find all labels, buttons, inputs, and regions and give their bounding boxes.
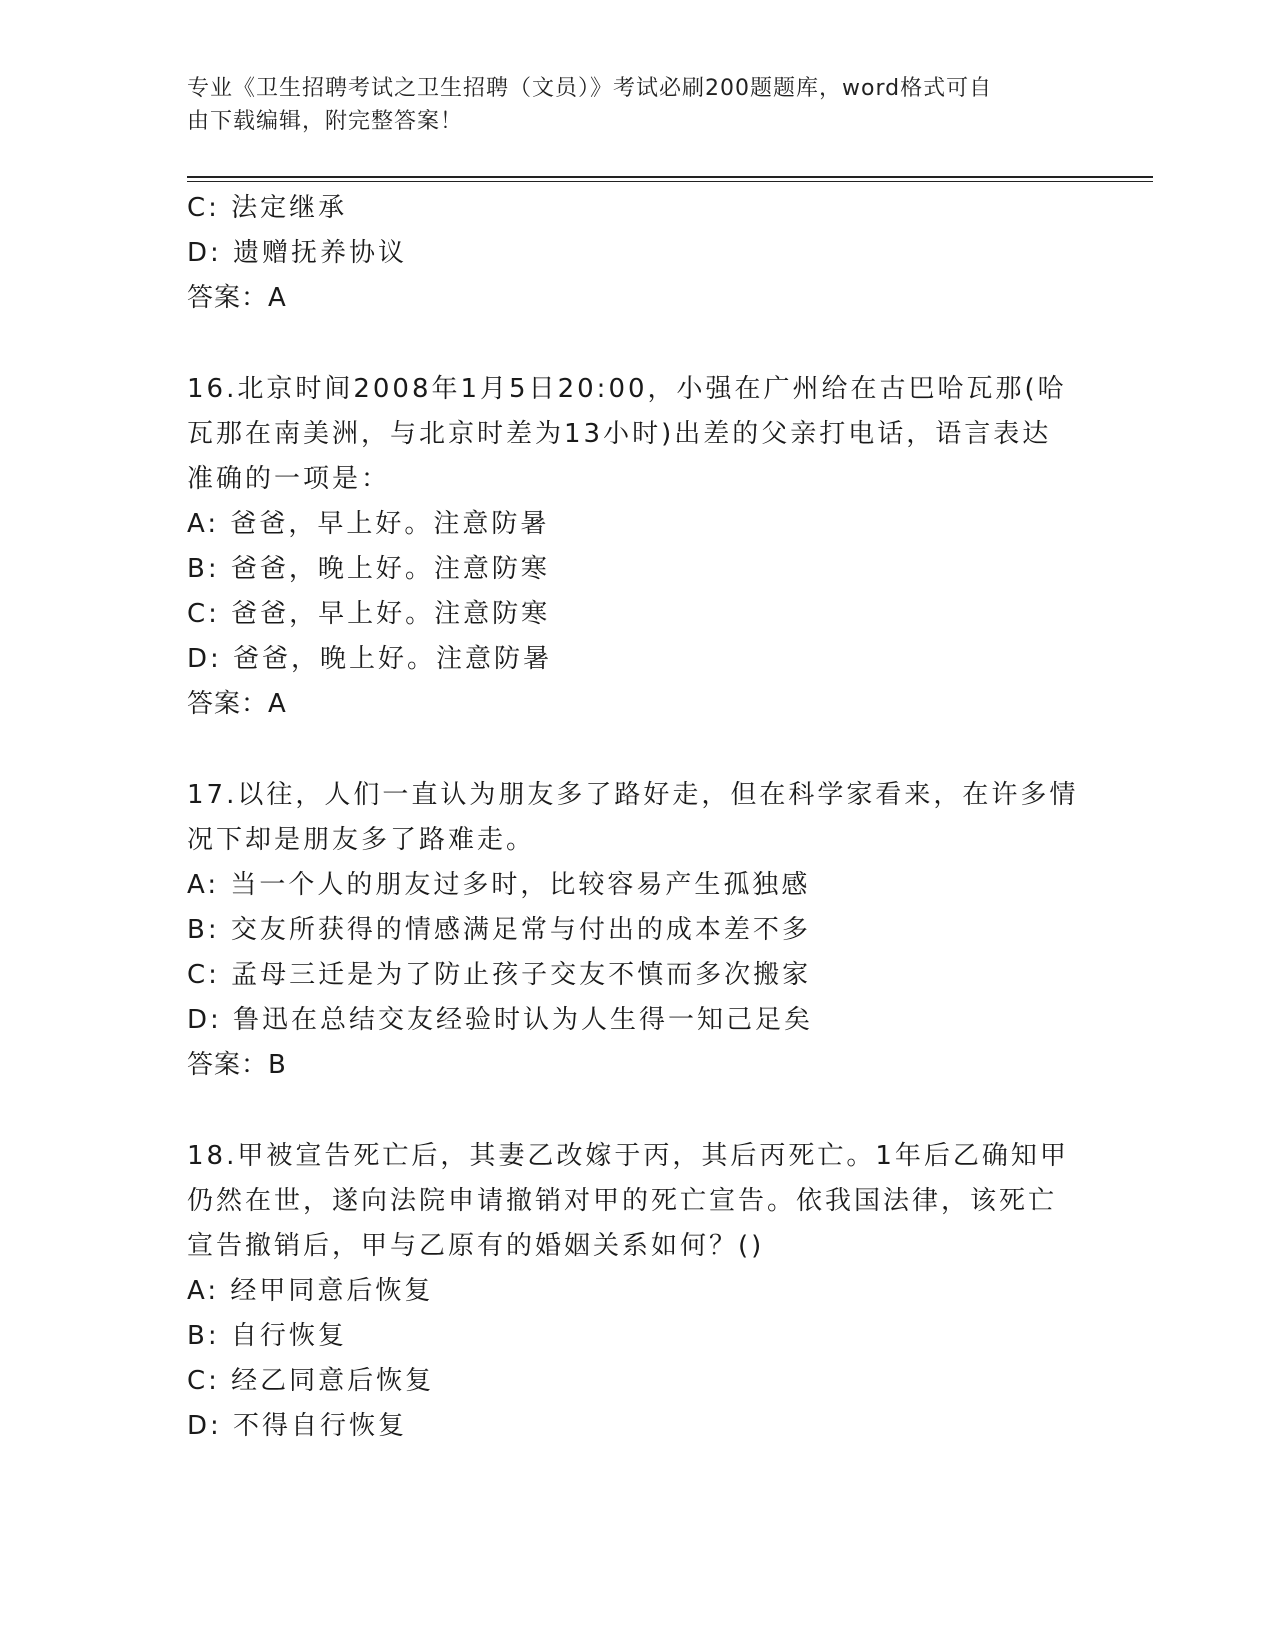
- question-16-option-c: C: 爸爸，早上好。注意防寒: [187, 599, 551, 629]
- header-divider-thin: [187, 181, 1153, 182]
- question-17-option-b: B: 交友所获得的情感满足常与付出的成本差不多: [187, 915, 811, 945]
- question-17-answer: 答案：B: [187, 1050, 287, 1080]
- question-16-line-3: 准确的一项是：: [187, 464, 391, 494]
- document-header: [187, 72, 1067, 138]
- question-18-line-2: 仍然在世，遂向法院申请撤销对甲的死亡宣告。依我国法律，该死亡: [187, 1186, 1058, 1216]
- question-18-option-d: D: 不得自行恢复: [187, 1411, 408, 1441]
- question-18-line-3: 宣告撤销后，甲与乙原有的婚姻关系如何？(): [187, 1231, 765, 1261]
- question-18-option-b: B: 自行恢复: [187, 1321, 347, 1351]
- question-17-line-1: 17.以往，人们一直认为朋友多了路好走，但在科学家看来，在许多情: [187, 780, 1079, 810]
- question-16-option-a: A: 爸爸，早上好。注意防暑: [187, 509, 550, 539]
- header-line-2: 由下载编辑，附完整答案！: [187, 109, 464, 134]
- question-16-answer: 答案：A: [187, 689, 287, 719]
- question-17-line-2: 况下却是朋友多了路难走。: [187, 825, 536, 855]
- question-16-option-b: B: 爸爸，晚上好。注意防寒: [187, 554, 550, 584]
- header-line-1: 专业《卫生招聘考试之卫生招聘（文员）》考试必刷200题题库，word格式可自: [187, 76, 993, 101]
- option-c: C: 法定继承: [187, 193, 348, 223]
- question-17-option-a: A: 当一个人的朋友过多时，比较容易产生孤独感: [187, 870, 811, 900]
- option-d: D: 遗赠抚养协议: [187, 238, 408, 268]
- question-18-option-c: C: 经乙同意后恢复: [187, 1366, 435, 1396]
- question-18-line-1: 18.甲被宣告死亡后，其妻乙改嫁于丙，其后丙死亡。1年后乙确知甲: [187, 1141, 1069, 1171]
- question-18-option-a: A: 经甲同意后恢复: [187, 1276, 434, 1306]
- answer-label: 答案：A: [187, 283, 287, 313]
- header-divider-thick: [187, 176, 1153, 178]
- question-16-line-1: 16.北京时间2008年1月5日20:00，小强在广州给在古巴哈瓦那(哈: [187, 374, 1067, 404]
- question-17-option-c: C: 孟母三迁是为了防止孩子交友不慎而多次搬家: [187, 960, 812, 990]
- question-17-option-d: D: 鲁迅在总结交友经验时认为人生得一知己足矣: [187, 1005, 814, 1035]
- question-16-option-d: D: 爸爸，晚上好。注意防暑: [187, 644, 553, 674]
- question-16-line-2: 瓦那在南美洲，与北京时差为13小时)出差的父亲打电话，语言表达: [187, 419, 1052, 449]
